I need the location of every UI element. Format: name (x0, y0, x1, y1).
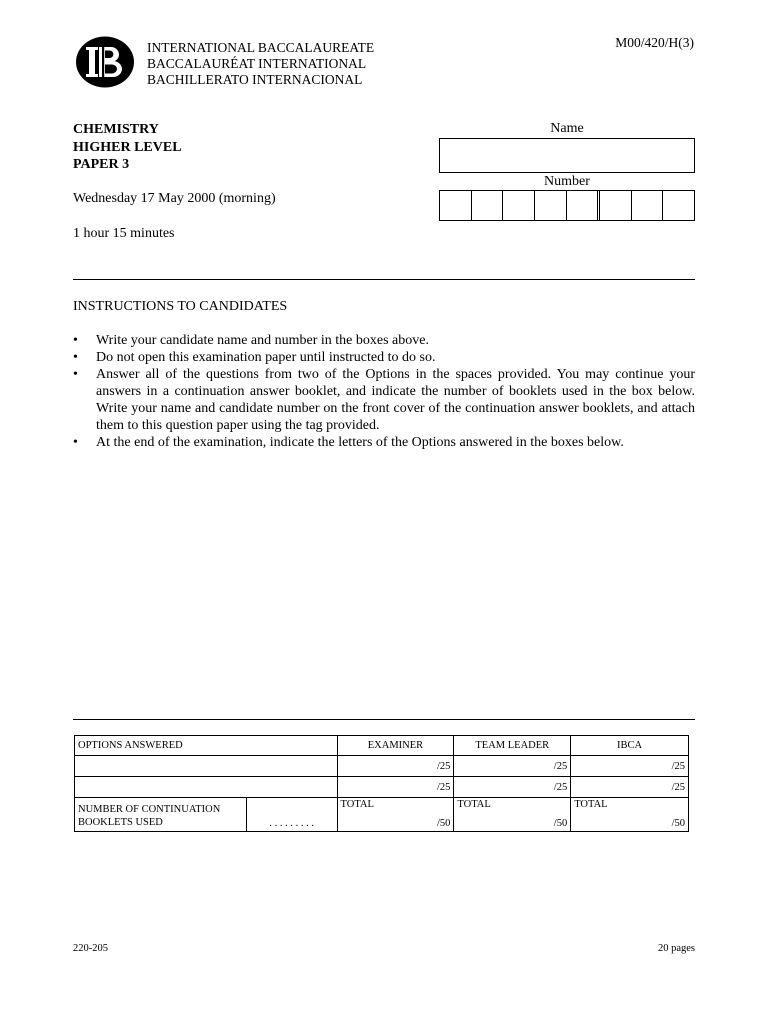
examiner-header: EXAMINER (337, 736, 454, 756)
number-digit-box[interactable] (440, 191, 472, 220)
paper-code: M00/420/H(3) (615, 35, 694, 50)
instruction-item (73, 366, 695, 434)
subject-paper: PAPER 3 (73, 157, 130, 172)
marks-table (74, 735, 689, 832)
header-divider (73, 279, 695, 280)
ibca-header: IBCA (571, 736, 689, 756)
bullet: • (73, 435, 78, 450)
number-digit-box[interactable] (632, 191, 664, 220)
subject-title (73, 121, 182, 174)
footer-page-count: 20 pages (657, 943, 695, 954)
bullet: • (73, 350, 78, 365)
footer-code: 220-205 (73, 943, 108, 954)
ibca-total[interactable] (571, 798, 689, 832)
total-label: TOTAL (340, 799, 374, 810)
examiner-total[interactable] (337, 798, 454, 832)
number-digit-box[interactable] (535, 191, 567, 220)
ibca-mark-2[interactable]: /25 (571, 777, 689, 798)
instruction-text: Do not open this examination paper until instructed to do so. (96, 350, 436, 365)
subject-level: HIGHER LEVEL (73, 139, 182, 155)
name-label: Name (550, 121, 584, 136)
total-max: /50 (671, 818, 685, 829)
table-divider (73, 719, 695, 720)
team-leader-header: TEAM LEADER (454, 736, 571, 756)
instruction-text: Write your candidate name and number in the boxes above. (96, 333, 429, 348)
bullet: • (73, 333, 78, 348)
options-answered-header: OPTIONS ANSWERED (75, 736, 338, 756)
team-leader-mark-2[interactable]: /25 (454, 777, 571, 798)
team-leader-mark-1[interactable]: /25 (454, 756, 571, 777)
continuation-label-line1: NUMBER OF CONTINUATION (78, 803, 221, 815)
total-label: TOTAL (574, 799, 608, 810)
continuation-count-box[interactable] (246, 798, 337, 832)
org-name-es: BACHILLERATO INTERNACIONAL (147, 72, 363, 87)
continuation-dots: . . . . . . . . . (269, 818, 314, 829)
number-input-boxes[interactable] (439, 190, 695, 221)
name-input-box[interactable] (439, 138, 695, 173)
total-label: TOTAL (457, 799, 491, 810)
option-letter-box-2[interactable] (75, 777, 338, 798)
total-max: /50 (436, 818, 451, 829)
number-digit-box[interactable] (472, 191, 504, 220)
number-digit-box[interactable] (600, 191, 632, 220)
examiner-mark-2[interactable]: /25 (337, 777, 454, 798)
number-label: Number (544, 174, 590, 189)
option-letter-box-1[interactable] (75, 756, 338, 777)
continuation-label (75, 798, 247, 832)
instruction-item (73, 332, 695, 349)
instruction-item (73, 434, 695, 451)
instructions-list (73, 332, 695, 451)
instructions-heading: INSTRUCTIONS TO CANDIDATES (73, 299, 288, 314)
ib-logo (75, 36, 135, 88)
number-digit-box[interactable] (567, 191, 601, 220)
ibca-mark-1[interactable]: /25 (571, 756, 689, 777)
number-digit-box[interactable] (503, 191, 535, 220)
org-name-en: INTERNATIONAL BACCALAUREATE (147, 40, 375, 55)
number-digit-box[interactable] (663, 191, 694, 220)
total-max: /50 (553, 818, 568, 829)
examiner-mark-1[interactable]: /25 (337, 756, 454, 777)
bullet: • (73, 367, 78, 382)
org-name-fr: BACCALAURÉAT INTERNATIONAL (147, 56, 367, 71)
exam-duration: 1 hour 15 minutes (73, 226, 175, 241)
ib-logo-icon (75, 36, 135, 88)
instruction-text: At the end of the examination, indicate the letters of the Options answered in the boxes below. (96, 435, 624, 450)
subject-name: CHEMISTRY (73, 122, 159, 137)
team-leader-total[interactable] (454, 798, 571, 832)
instruction-text: Answer all of the questions from two of the Options in the spaces provided. You may continue your answers in a continuation answer booklet, and indicate the number of booklets used in the box below. Write your name and candidate number on the front cover of the continuation answer booklets, and attach them to this question paper using the tag provided. (96, 367, 695, 433)
continuation-label-line2: BOOKLETS USED (78, 816, 163, 828)
exam-date: Wednesday 17 May 2000 (morning) (73, 191, 276, 206)
instruction-item (73, 349, 695, 366)
